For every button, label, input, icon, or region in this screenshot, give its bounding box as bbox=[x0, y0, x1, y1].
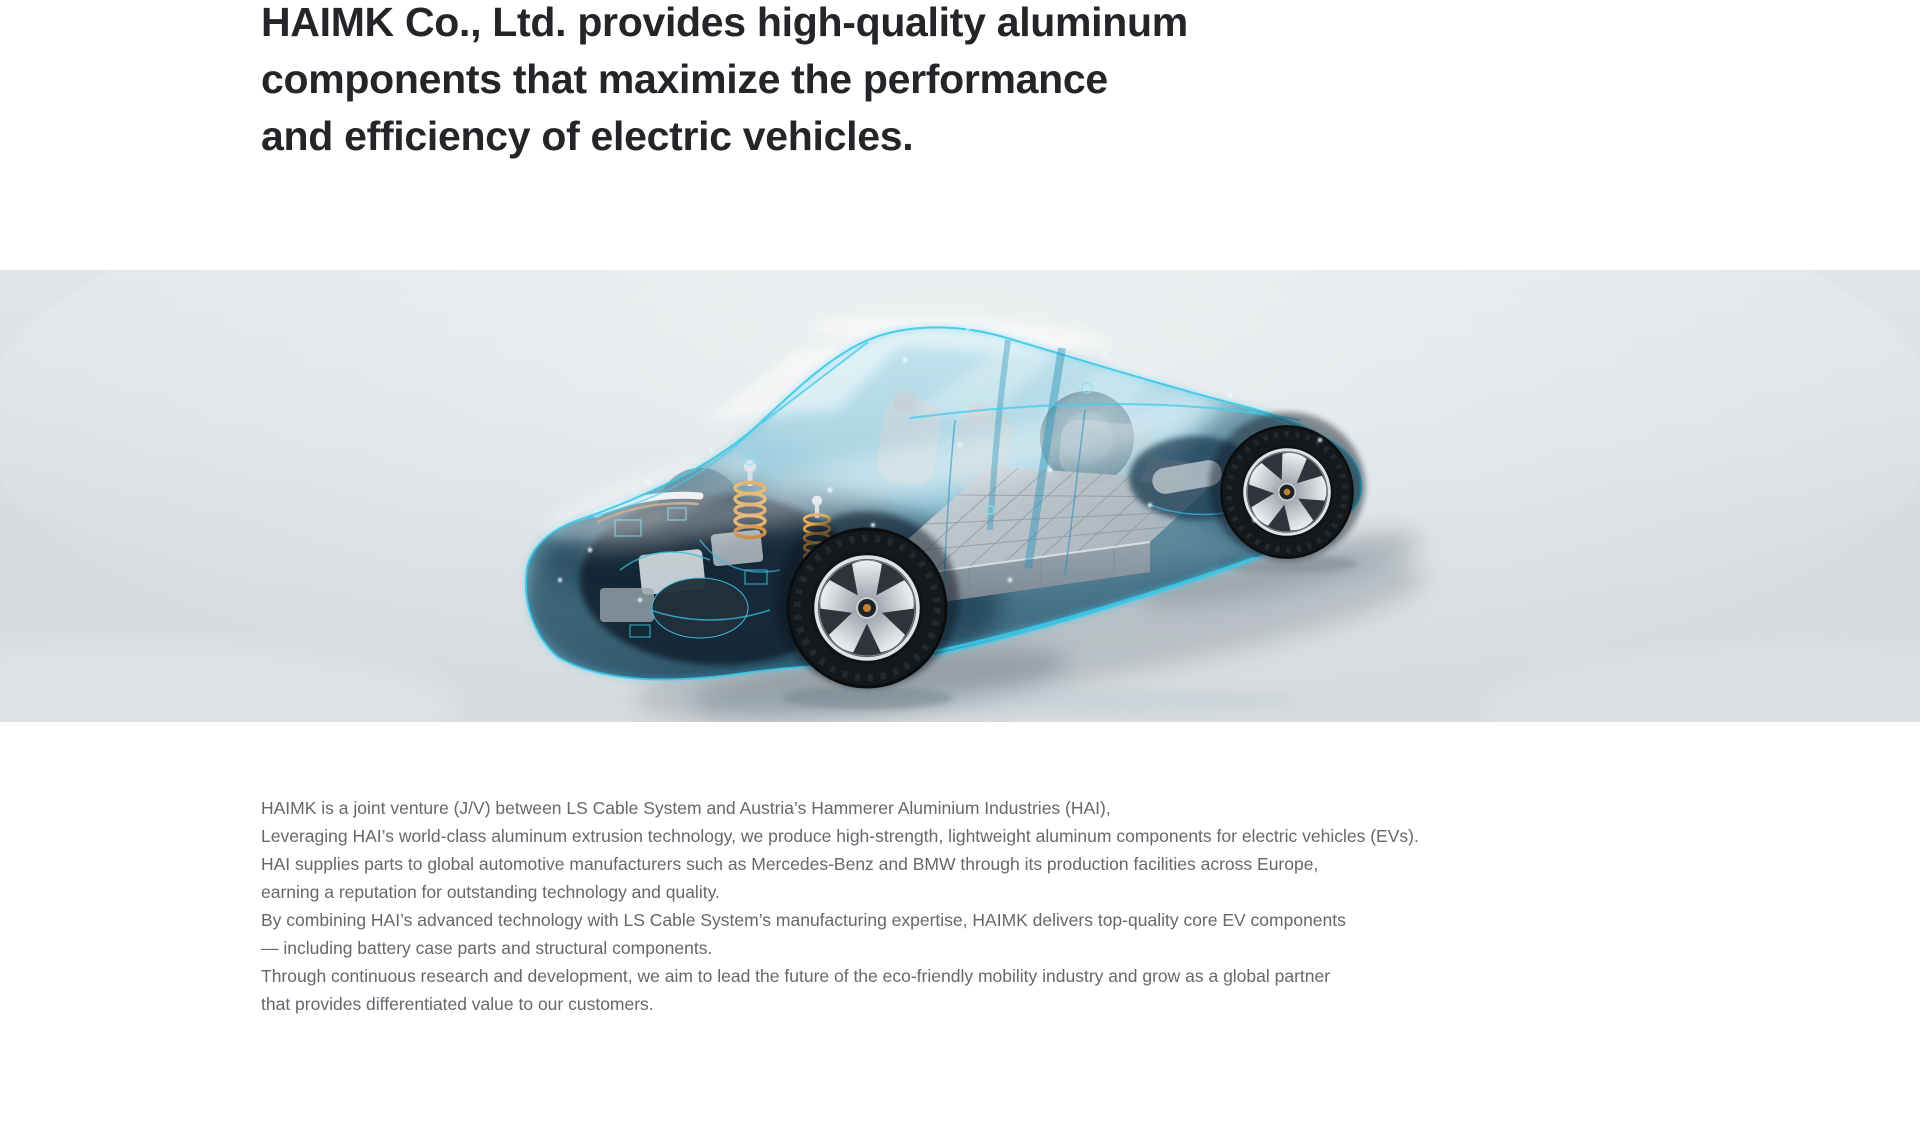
about-line: — including battery case parts and structural components. bbox=[261, 938, 713, 958]
ev-cutaway-illustration bbox=[0, 270, 1920, 722]
title-line-3: and efficiency of electric vehicles. bbox=[261, 113, 914, 159]
about-paragraph bbox=[261, 794, 1711, 1018]
title-line-1: HAIMK Co., Ltd. provides high-quality aluminum bbox=[261, 0, 1188, 45]
about-line: Through continuous research and development, we aim to lead the future of the eco-friendly mobility industry and grow as a global partner bbox=[261, 966, 1331, 986]
about-line: By combining HAI’s advanced technology with LS Cable System’s manufacturing expertise, HAIMK delivers top-quality core EV components bbox=[261, 910, 1346, 930]
hero-image bbox=[0, 270, 1920, 722]
about-line: earning a reputation for outstanding technology and quality. bbox=[261, 882, 720, 902]
about-line: that provides differentiated value to our customers. bbox=[261, 994, 654, 1014]
about-line: Leveraging HAI’s world-class aluminum extrusion technology, we produce high-strength, lightweight aluminum components for electric vehicles (EVs). bbox=[261, 826, 1419, 846]
about-line: HAIMK is a joint venture (J/V) between LS Cable System and Austria’s Hammerer Aluminium Industries (HAI), bbox=[261, 798, 1111, 818]
about-line: HAI supplies parts to global automotive manufacturers such as Mercedes-Benz and BMW through its production facilities across Europe, bbox=[261, 854, 1319, 874]
title-line-2: components that maximize the performance bbox=[261, 56, 1108, 102]
front-wheel bbox=[775, 512, 959, 688]
about-text-section bbox=[261, 794, 1711, 1018]
page-title bbox=[261, 0, 1188, 165]
